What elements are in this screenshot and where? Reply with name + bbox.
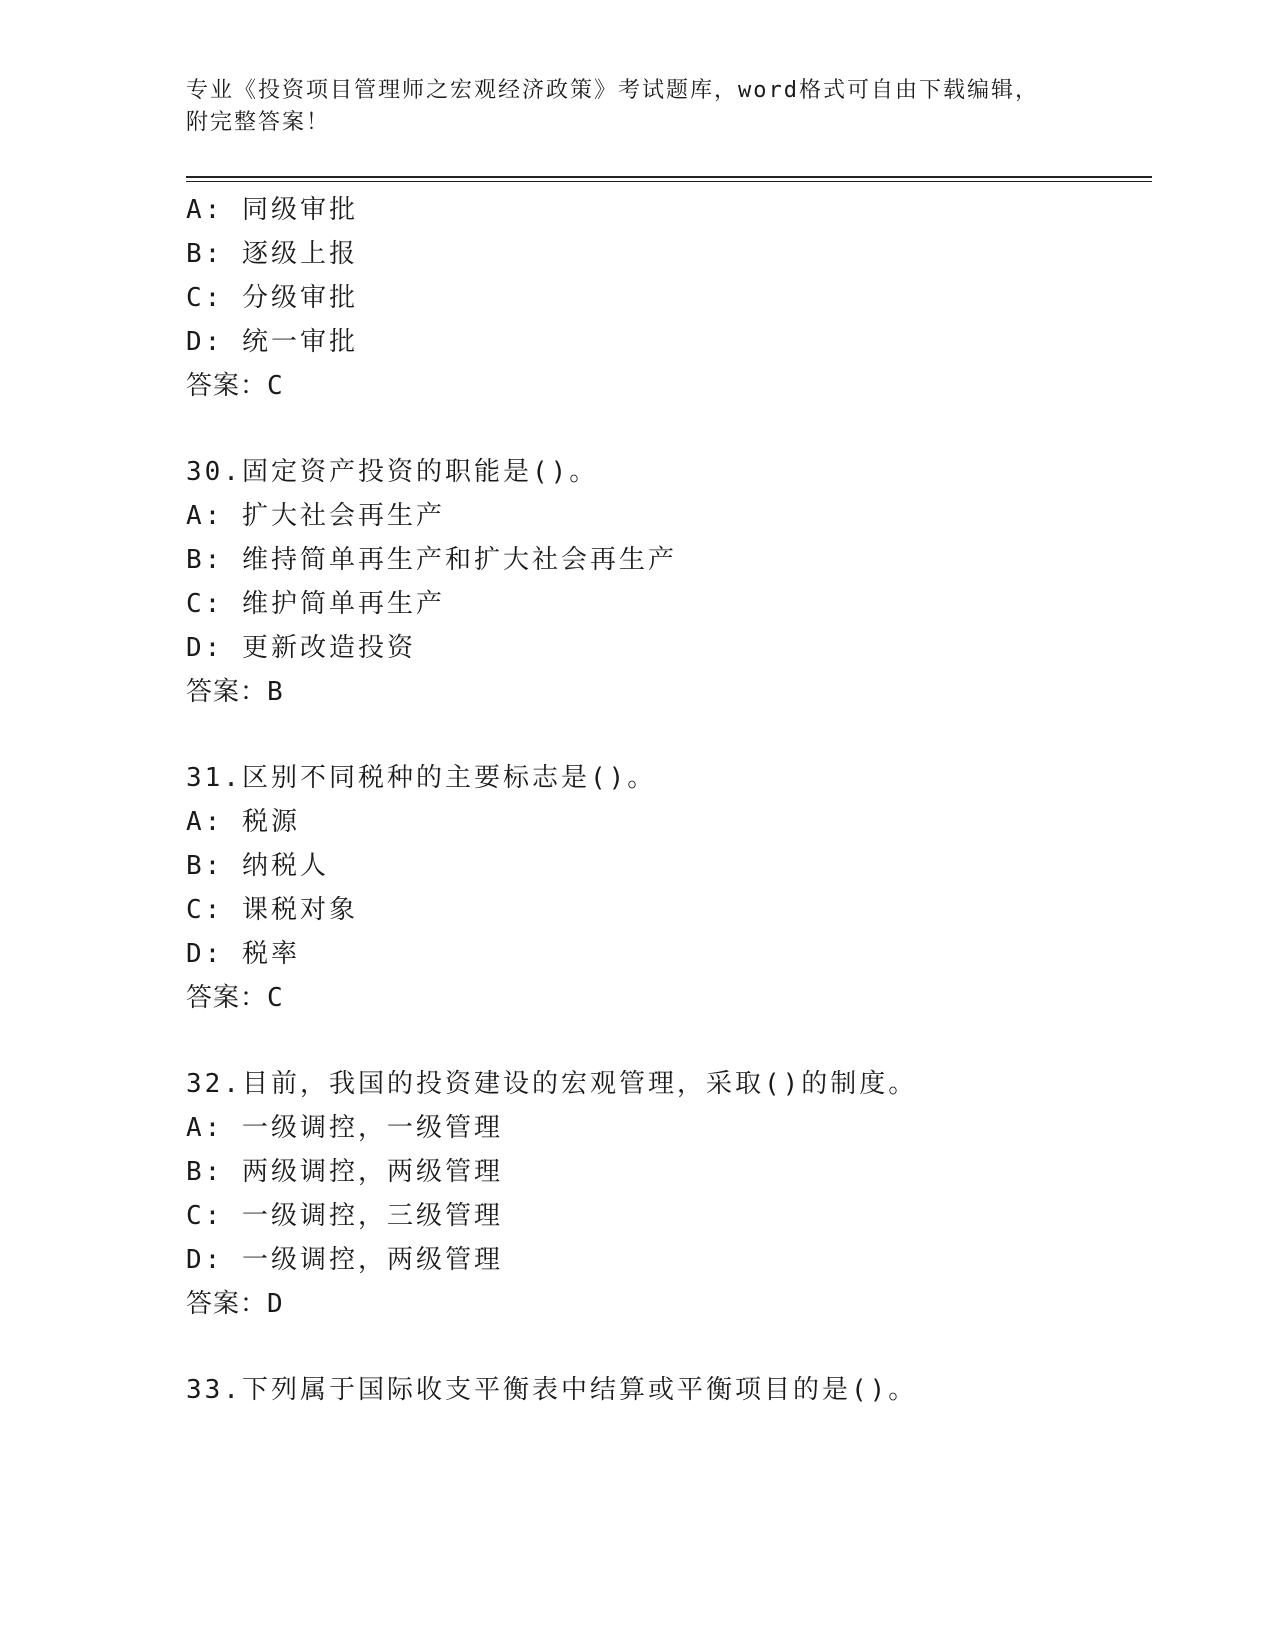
q29-answer: 答案：C	[186, 371, 284, 401]
q32-option-b: B: 两级调控，两级管理	[186, 1157, 503, 1187]
q32-answer: 答案：D	[186, 1289, 284, 1319]
q31-question: 31.区别不同税种的主要标志是()。	[186, 763, 657, 793]
q32-option-a: A: 一级调控，一级管理	[186, 1113, 503, 1143]
q30-answer: 答案：B	[186, 677, 284, 707]
q32-question: 32.目前，我国的投资建设的宏观管理，采取()的制度。	[186, 1069, 918, 1099]
q30-option-a: A: 扩大社会再生产	[186, 501, 445, 531]
q31-option-d: D: 税率	[186, 939, 300, 969]
q31-option-a: A: 税源	[186, 807, 300, 837]
q30-option-b: B: 维持简单再生产和扩大社会再生产	[186, 545, 677, 575]
q29-option-d: D: 统一审批	[186, 327, 358, 357]
q30-question: 30.固定资产投资的职能是()。	[186, 457, 599, 487]
q29-option-a: A: 同级审批	[186, 195, 358, 225]
q30-option-d: D: 更新改造投资	[186, 633, 416, 663]
header-divider	[186, 176, 1152, 182]
header-line-2: 附完整答案！	[186, 110, 331, 135]
q30-option-c: C: 维护简单再生产	[186, 589, 445, 619]
document-header	[186, 75, 1046, 139]
q31-option-c: C: 课税对象	[186, 895, 358, 925]
q31-answer: 答案：C	[186, 983, 284, 1013]
document-page	[186, 0, 1152, 1650]
q29-option-c: C: 分级审批	[186, 283, 358, 313]
q32-option-c: C: 一级调控，三级管理	[186, 1201, 503, 1231]
q32-option-d: D: 一级调控，两级管理	[186, 1245, 503, 1275]
q29-option-b: B: 逐级上报	[186, 239, 358, 269]
header-line-1: 专业《投资项目管理师之宏观经济政策》考试题库，word格式可自由下载编辑，	[186, 78, 1039, 103]
q31-option-b: B: 纳税人	[186, 851, 329, 881]
q33-question: 33.下列属于国际收支平衡表中结算或平衡项目的是()。	[186, 1375, 918, 1405]
